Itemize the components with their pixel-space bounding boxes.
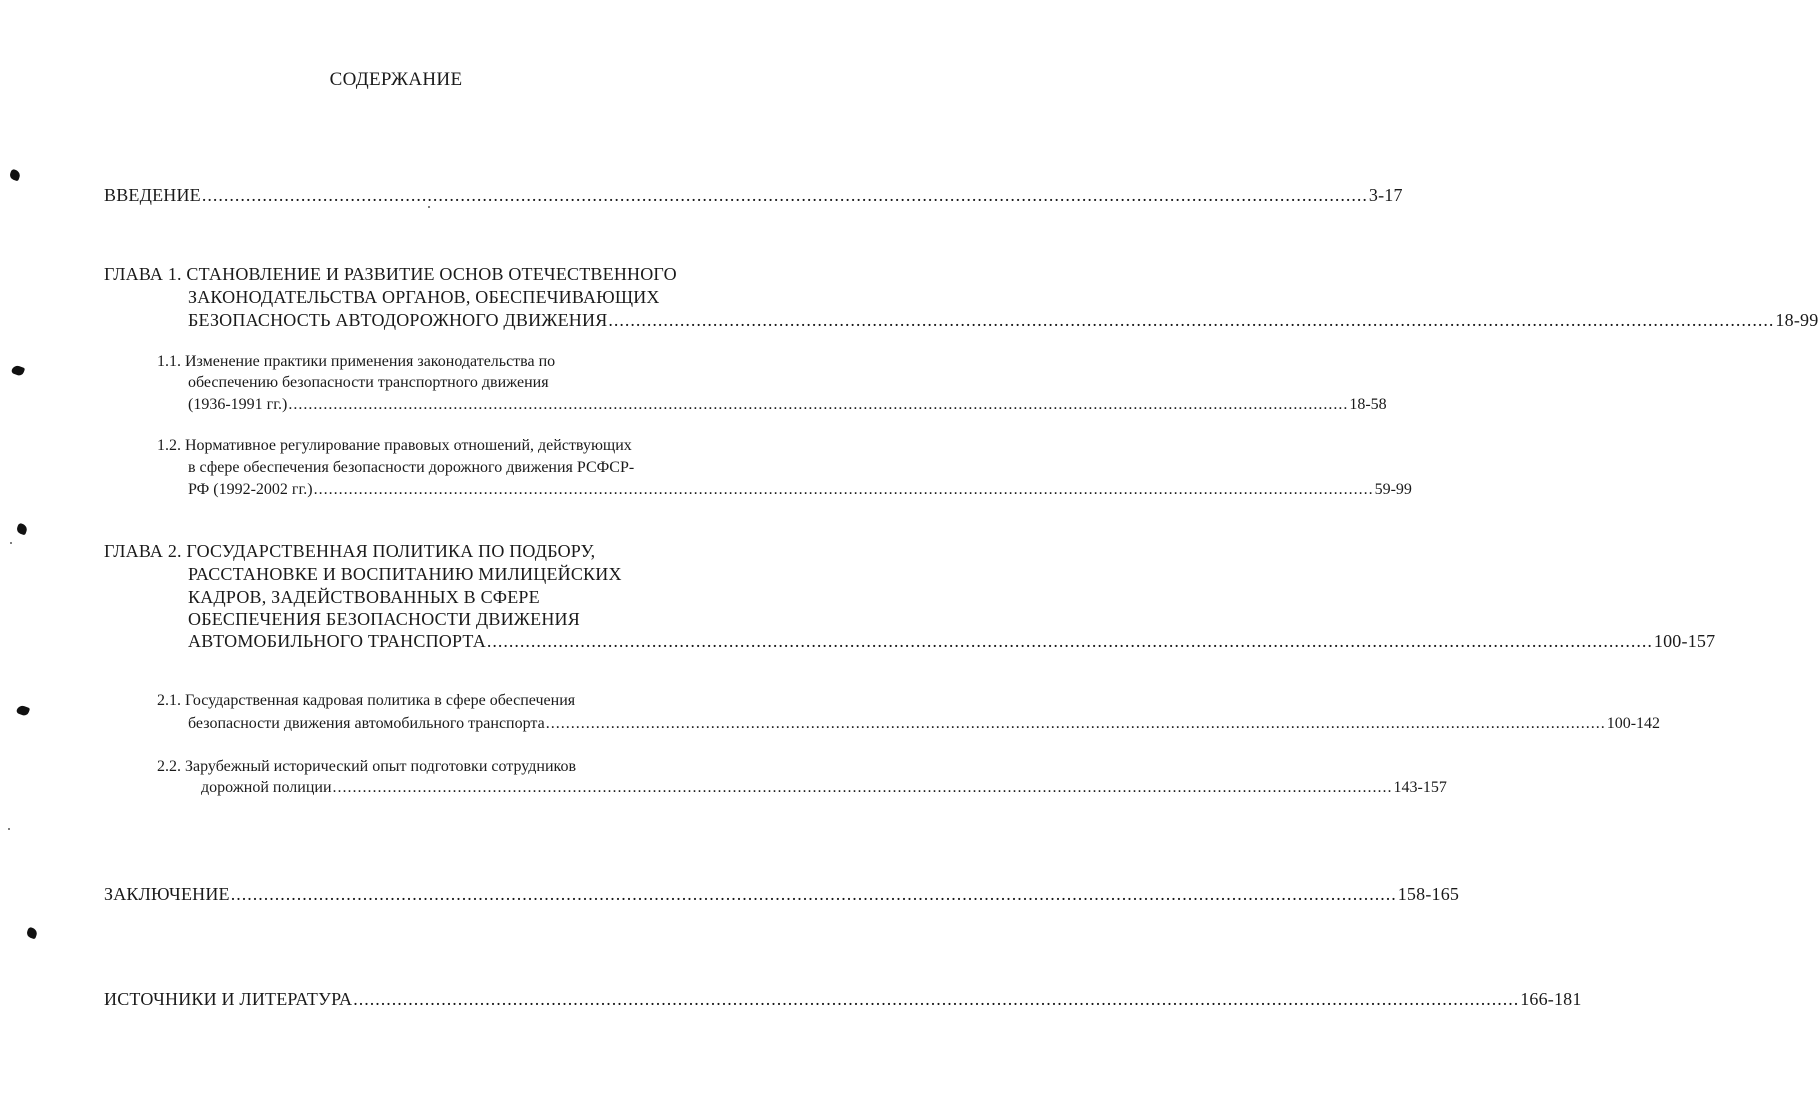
leader-dots: .................................................................................................................................................................................................................... xyxy=(353,989,1520,1009)
toc-entry-label: РФ (1992-2002 гг.) xyxy=(188,481,313,498)
page-range: 100-157 xyxy=(1653,631,1716,651)
toc-entry-chapter-1 xyxy=(188,310,1818,331)
toc-entry-conclusion xyxy=(104,884,1460,905)
toc-entry-label: дорожной полиции xyxy=(201,779,332,796)
page-range: 18-99 xyxy=(1775,310,1818,330)
toc-entry-label: АВТОМОБИЛЬНОГО ТРАНСПОРТА xyxy=(188,631,486,651)
leader-dots: .................................................................................................................................................................................................................... xyxy=(201,185,1368,205)
leader-dots: .................................................................................................................................................................................................................... xyxy=(288,396,1349,413)
toc-entry-label: безопасности движения автомобильного транспорта xyxy=(188,715,545,732)
chapter-1-heading-line: ГЛАВА 1. СТАНОВЛЕНИЕ И РАЗВИТИЕ ОСНОВ ОТЕЧЕСТВЕННОГО xyxy=(104,264,677,284)
leader-dots: .................................................................................................................................................................................................................... xyxy=(608,310,1775,330)
scan-artifact xyxy=(26,927,39,940)
page-range: 59-99 xyxy=(1374,481,1412,498)
scan-artifact xyxy=(11,364,25,377)
section-1-2-heading-line: в сфере обеспечения безопасности дорожного движения РСФСР- xyxy=(188,459,635,476)
leader-dots: .................................................................................................................................................................................................................... xyxy=(332,779,1393,796)
toc-entry-label: БЕЗОПАСНОСТЬ АВТОДОРОЖНОГО ДВИЖЕНИЯ xyxy=(188,310,608,330)
page-range: 18-58 xyxy=(1349,396,1387,413)
toc-entry-section-1-2 xyxy=(188,481,1412,499)
scan-speck xyxy=(8,828,10,830)
scan-speck xyxy=(428,206,430,208)
toc-entry-label: ИСТОЧНИКИ И ЛИТЕРАТУРА xyxy=(104,989,353,1009)
page-range: 3-17 xyxy=(1368,185,1403,205)
scan-artifact xyxy=(16,523,29,536)
scan-artifact xyxy=(9,169,22,182)
scan-speck xyxy=(10,542,12,544)
chapter-1-heading-line: ЗАКОНОДАТЕЛЬСТВА ОРГАНОВ, ОБЕСПЕЧИВАЮЩИХ xyxy=(188,287,660,307)
section-2-1-heading-line: 2.1. Государственная кадровая политика в сфере обеспечения xyxy=(157,692,576,709)
toc-entry-section-2-2 xyxy=(201,779,1447,797)
chapter-2-heading-line: ОБЕСПЕЧЕНИЯ БЕЗОПАСНОСТИ ДВИЖЕНИЯ xyxy=(188,609,580,629)
scan-artifact xyxy=(16,704,30,717)
page-range: 158-165 xyxy=(1397,884,1460,904)
page-range: 100-142 xyxy=(1606,715,1661,732)
section-1-1-heading-line: 1.1. Изменение практики применения законодательства по xyxy=(157,353,556,370)
leader-dots: .................................................................................................................................................................................................................... xyxy=(313,481,1374,498)
toc-entry-label: ЗАКЛЮЧЕНИЕ xyxy=(104,884,230,904)
page-range: 143-157 xyxy=(1393,779,1447,796)
toc-entry-intro xyxy=(104,185,1403,206)
page-range: 166-181 xyxy=(1520,989,1582,1009)
section-1-2-heading-line: 1.2. Нормативное регулирование правовых отношений, действующих xyxy=(157,437,632,454)
toc-entry-section-2-1 xyxy=(188,715,1661,733)
leader-dots: .................................................................................................................................................................................................................... xyxy=(230,884,1397,904)
chapter-2-heading-line: КАДРОВ, ЗАДЕЙСТВОВАННЫХ В СФЕРЕ xyxy=(188,587,540,607)
section-2-2-heading-line: 2.2. Зарубежный исторический опыт подготовки сотрудников xyxy=(157,758,577,775)
leader-dots: .................................................................................................................................................................................................................... xyxy=(486,631,1653,651)
leader-dots: .................................................................................................................................................................................................................... xyxy=(545,715,1606,732)
toc-entry-chapter-2 xyxy=(188,631,1716,652)
chapter-2-heading-line: РАССТАНОВКЕ И ВОСПИТАНИЮ МИЛИЦЕЙСКИХ xyxy=(188,564,622,584)
toc-entry-section-1-1 xyxy=(188,396,1387,414)
chapter-2-heading-line: ГЛАВА 2. ГОСУДАРСТВЕННАЯ ПОЛИТИКА ПО ПОДБОРУ, xyxy=(104,541,596,561)
toc-entry-label: ВВЕДЕНИЕ xyxy=(104,185,201,205)
toc-entry-label: (1936-1991 гг.) xyxy=(188,396,288,413)
toc-entry-sources xyxy=(104,989,1582,1010)
page-title: СОДЕРЖАНИЕ xyxy=(329,69,463,90)
section-1-1-heading-line: обеспечению безопасности транспортного движения xyxy=(188,374,549,391)
